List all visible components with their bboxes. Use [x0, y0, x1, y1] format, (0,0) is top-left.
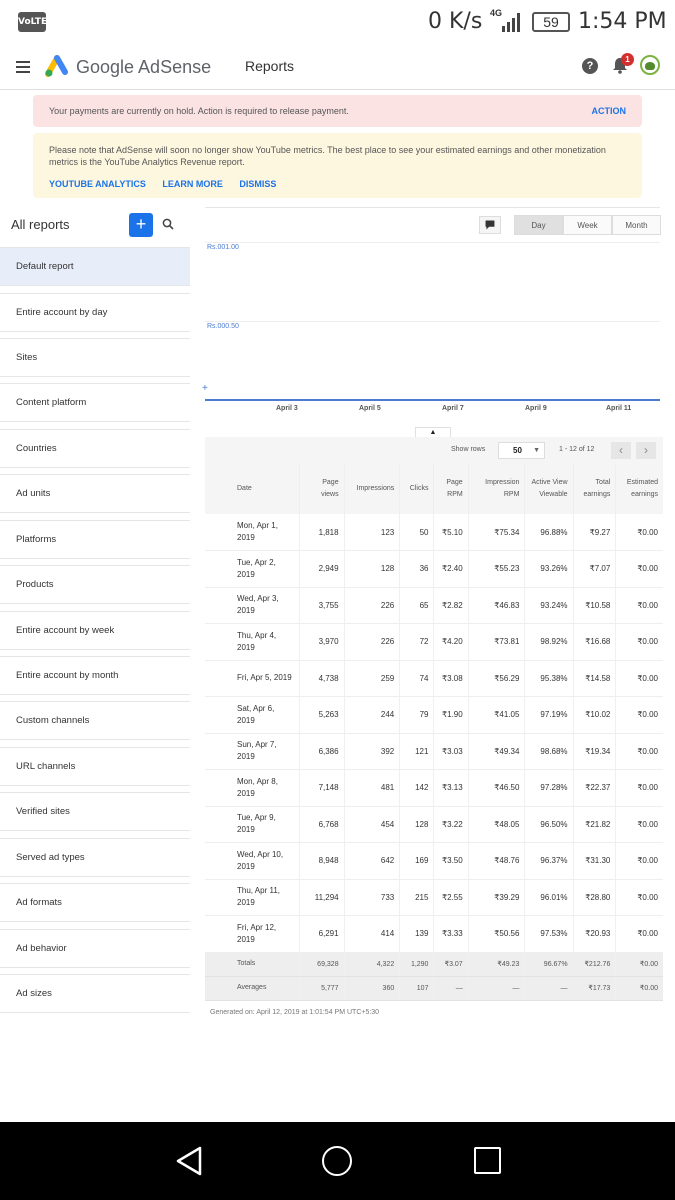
table-row: [205, 879, 663, 916]
earnings-chart: [200, 200, 665, 425]
table-row: [205, 733, 663, 770]
sidebar-item-url-channels[interactable]: [0, 747, 190, 786]
totals-cell: ₹3.07: [434, 952, 468, 976]
table-cell: 142: [400, 770, 434, 807]
sidebar-header: [0, 208, 190, 246]
table-cell: ₹22.37: [573, 770, 616, 807]
column-header[interactable]: Impressions: [344, 464, 400, 514]
table-cell: 8,948: [299, 843, 344, 880]
table-cell: 7,148: [299, 770, 344, 807]
table-cell: ₹16.68: [573, 624, 616, 661]
table-cell: ₹48.76: [468, 843, 525, 880]
youtube-notice-message: Please note that AdSense will soon no longer show YouTube metrics. The best place to see your estimated earnings and other monetization metrics is the YouTube Analytics Revenue report.: [49, 145, 606, 167]
sidebar-item-label: Ad behavior: [16, 943, 67, 954]
date-cell: Thu, Apr 4, 2019: [205, 624, 299, 661]
table-cell: ₹50.56: [468, 916, 525, 953]
y-axis-label: Rs.001.00: [207, 244, 239, 251]
table-cell: 50: [400, 514, 434, 551]
totals-label: Totals: [205, 952, 299, 976]
table-cell: ₹0.00: [616, 551, 663, 588]
sidebar-title: All reports: [11, 217, 70, 232]
table-cell: 97.28%: [525, 770, 573, 807]
totals-cell: 4,322: [344, 952, 400, 976]
column-header[interactable]: Page RPM: [434, 464, 468, 514]
youtube-notice-banner: [33, 133, 642, 198]
table-cell: 5,263: [299, 697, 344, 734]
table-cell: ₹5.10: [434, 514, 468, 551]
averages-cell: —: [468, 976, 525, 1000]
payment-hold-banner: [33, 95, 642, 127]
table-cell: 97.19%: [525, 697, 573, 734]
table-cell: ₹3.50: [434, 843, 468, 880]
table-cell: 226: [344, 587, 400, 624]
table-cell: 139: [400, 916, 434, 953]
chart-gridline: [205, 321, 660, 322]
table-row: [205, 660, 663, 697]
sidebar-item-sites[interactable]: [0, 338, 190, 377]
totals-cell: 69,328: [299, 952, 344, 976]
table-cell: 454: [344, 806, 400, 843]
table-cell: ₹0.00: [616, 806, 663, 843]
table-row: [205, 587, 663, 624]
sidebar-item-served-ad-types[interactable]: [0, 838, 190, 877]
sidebar-item-label: Custom channels: [16, 715, 90, 726]
table-row: [205, 697, 663, 734]
table-row: [205, 916, 663, 953]
column-header[interactable]: Active View Viewable: [525, 464, 573, 514]
totals-cell: 1,290: [400, 952, 434, 976]
date-cell: Wed, Apr 10, 2019: [205, 843, 299, 880]
sidebar-item-ad-formats[interactable]: [0, 883, 190, 922]
chart-gridline: [205, 242, 660, 243]
next-page-button[interactable]: ›: [636, 442, 656, 459]
table-cell: 123: [344, 514, 400, 551]
date-cell: Mon, Apr 8, 2019: [205, 770, 299, 807]
back-icon[interactable]: [174, 1145, 204, 1177]
table-cell: ₹28.80: [573, 879, 616, 916]
y-axis-label: Rs.000.50: [207, 323, 239, 330]
date-cell: Tue, Apr 2, 2019: [205, 551, 299, 588]
table-cell: 6,291: [299, 916, 344, 953]
table-cell: 74: [400, 660, 434, 697]
earnings-line: [205, 399, 660, 401]
date-cell: Tue, Apr 9, 2019: [205, 806, 299, 843]
payment-hold-message: Your payments are currently on hold. Action is required to release payment.: [49, 106, 349, 116]
table-cell: ₹41.05: [468, 697, 525, 734]
learn-more-link[interactable]: LEARN MORE: [162, 179, 223, 189]
previous-page-button[interactable]: ‹: [611, 442, 631, 459]
column-header[interactable]: Date: [205, 464, 299, 514]
zoom-plus-icon[interactable]: +: [202, 383, 208, 394]
clock: 1:54 PM: [578, 9, 667, 34]
x-axis-tick: April 7: [442, 405, 464, 412]
youtube-analytics-link[interactable]: YOUTUBE ANALYTICS: [49, 179, 146, 189]
table-row: [205, 514, 663, 551]
column-header[interactable]: Clicks: [400, 464, 434, 514]
table-cell: ₹21.82: [573, 806, 616, 843]
table-cell: ₹0.00: [616, 733, 663, 770]
table-cell: ₹55.23: [468, 551, 525, 588]
table-cell: 96.37%: [525, 843, 573, 880]
sidebar-item-products[interactable]: [0, 565, 190, 604]
date-cell: Fri, Apr 5, 2019: [205, 660, 299, 697]
table-cell: 98.92%: [525, 624, 573, 661]
sidebar-item-countries[interactable]: [0, 429, 190, 468]
table-cell: 72: [400, 624, 434, 661]
averages-label: Averages: [205, 976, 299, 1000]
signal-icon: [500, 12, 524, 32]
table-cell: ₹0.00: [616, 843, 663, 880]
table-cell: ₹0.00: [616, 916, 663, 953]
collapse-chart-button[interactable]: ▲: [415, 427, 451, 438]
sidebar-item-label: Products: [16, 579, 54, 590]
table-cell: 97.53%: [525, 916, 573, 953]
table-cell: 128: [400, 806, 434, 843]
table-cell: 1,818: [299, 514, 344, 551]
table-cell: 3,970: [299, 624, 344, 661]
averages-cell: 360: [344, 976, 400, 1000]
table-row: [205, 551, 663, 588]
table-cell: ₹3.08: [434, 660, 468, 697]
battery-icon: 59: [532, 12, 570, 32]
table-cell: ₹1.90: [434, 697, 468, 734]
table-cell: 642: [344, 843, 400, 880]
table-cell: 65: [400, 587, 434, 624]
table-cell: 4,738: [299, 660, 344, 697]
table-cell: ₹19.34: [573, 733, 616, 770]
table-cell: 98.68%: [525, 733, 573, 770]
column-header[interactable]: Impression RPM: [468, 464, 525, 514]
sidebar-item-label: Default report: [16, 261, 74, 272]
notification-badge: 1: [621, 53, 634, 66]
table-cell: ₹2.55: [434, 879, 468, 916]
date-cell: Sat, Apr 6, 2019: [205, 697, 299, 734]
network-speed: 0 K/s: [428, 9, 483, 34]
status-bar: [0, 0, 675, 44]
table-cell: 244: [344, 697, 400, 734]
table-cell: 95.38%: [525, 660, 573, 697]
table-cell: ₹49.34: [468, 733, 525, 770]
table-cell: 96.88%: [525, 514, 573, 551]
x-axis-tick: April 9: [525, 405, 547, 412]
system-navigation-bar: [0, 1122, 675, 1200]
table-cell: ₹56.29: [468, 660, 525, 697]
table-cell: 128: [344, 551, 400, 588]
totals-cell: 96.67%: [525, 952, 573, 976]
table-cell: 3,755: [299, 587, 344, 624]
table-cell: 392: [344, 733, 400, 770]
sidebar-item-label: Entire account by month: [16, 670, 119, 681]
rows-per-page-value: 50: [513, 446, 522, 455]
table-controls: [205, 437, 663, 464]
sidebar-item-platforms[interactable]: [0, 520, 190, 559]
annotation-icon[interactable]: [479, 216, 501, 234]
table-cell: ₹0.00: [616, 697, 663, 734]
table-cell: 96.50%: [525, 806, 573, 843]
search-icon[interactable]: [162, 218, 174, 230]
show-rows-label: Show rows: [451, 446, 486, 453]
table-cell: ₹20.93: [573, 916, 616, 953]
table-cell: ₹3.33: [434, 916, 468, 953]
date-cell: Wed, Apr 3, 2019: [205, 587, 299, 624]
table-cell: 93.24%: [525, 587, 573, 624]
sidebar-item-entire-account-by-day[interactable]: [0, 293, 190, 332]
table-row: [205, 770, 663, 807]
payment-action-button[interactable]: ACTION: [591, 106, 626, 116]
table-cell: ₹2.82: [434, 587, 468, 624]
sidebar-item-label: Countries: [16, 443, 57, 454]
x-axis-tick: April 3: [276, 405, 298, 412]
x-axis-tick: April 5: [359, 405, 381, 412]
table-cell: 733: [344, 879, 400, 916]
table-row: [205, 624, 663, 661]
totals-cell: ₹49.23: [468, 952, 525, 976]
table-cell: ₹9.27: [573, 514, 616, 551]
recent-apps-icon[interactable]: [474, 1147, 501, 1174]
pagination-info: 1 - 12 of 12: [559, 446, 595, 453]
sidebar-item-label: Entire account by week: [16, 625, 115, 636]
sidebar-item-label: Content platform: [16, 397, 87, 408]
sidebar-item-label: Platforms: [16, 534, 57, 545]
sidebar-item-entire-account-by-month[interactable]: [0, 656, 190, 695]
report-table: [205, 464, 663, 1001]
reports-sidebar: [0, 208, 190, 1020]
sidebar-item-label: Ad formats: [16, 897, 62, 908]
table-cell: 414: [344, 916, 400, 953]
app-header: [0, 44, 675, 90]
sidebar-item-label: Ad sizes: [16, 988, 52, 999]
add-report-button[interactable]: +: [129, 213, 153, 237]
avatar[interactable]: [640, 55, 660, 75]
table-cell: ₹46.50: [468, 770, 525, 807]
granularity-month-button[interactable]: Month: [612, 215, 661, 235]
table-cell: ₹3.13: [434, 770, 468, 807]
sidebar-item-ad-behavior[interactable]: [0, 929, 190, 968]
sidebar-item-label: Served ad types: [16, 852, 85, 863]
page-title: Reports: [245, 58, 295, 74]
table-cell: ₹10.58: [573, 587, 616, 624]
averages-cell: 107: [400, 976, 434, 1000]
table-cell: ₹0.00: [616, 587, 663, 624]
brand-name: Google AdSense: [76, 57, 212, 77]
rows-per-page-select[interactable]: [498, 442, 545, 459]
table-cell: 96.01%: [525, 879, 573, 916]
date-cell: Thu, Apr 11, 2019: [205, 879, 299, 916]
table-cell: ₹14.58: [573, 660, 616, 697]
table-cell: ₹3.22: [434, 806, 468, 843]
x-axis-tick: April 11: [606, 405, 632, 412]
table-cell: ₹3.03: [434, 733, 468, 770]
sidebar-item-label: Entire account by day: [16, 307, 108, 318]
table-cell: ₹0.00: [616, 514, 663, 551]
table-cell: 6,768: [299, 806, 344, 843]
chart-tab-strip: [205, 200, 660, 208]
sidebar-item-label: Ad units: [16, 488, 51, 499]
table-cell: ₹7.07: [573, 551, 616, 588]
averages-cell: ₹17.73: [573, 976, 616, 1000]
sidebar-item-content-platform[interactable]: [0, 383, 190, 422]
sidebar-item-label: Verified sites: [16, 806, 70, 817]
table-cell: 2,949: [299, 551, 344, 588]
averages-cell: ₹0.00: [616, 976, 663, 1000]
table-cell: 93.26%: [525, 551, 573, 588]
sidebar-item-custom-channels[interactable]: [0, 701, 190, 740]
table-cell: ₹46.83: [468, 587, 525, 624]
table-cell: ₹48.05: [468, 806, 525, 843]
averages-cell: —: [525, 976, 573, 1000]
table-cell: ₹0.00: [616, 660, 663, 697]
table-cell: ₹0.00: [616, 879, 663, 916]
table-cell: ₹31.30: [573, 843, 616, 880]
table-cell: 215: [400, 879, 434, 916]
granularity-day-button[interactable]: Day: [514, 215, 563, 235]
network-type: 4G: [490, 8, 503, 18]
volte-icon: VoLTE: [18, 12, 46, 32]
sidebar-item-entire-account-by-week[interactable]: [0, 611, 190, 650]
table-row: [205, 843, 663, 880]
averages-cell: —: [434, 976, 468, 1000]
table-cell: 79: [400, 697, 434, 734]
column-header[interactable]: Page views: [299, 464, 344, 514]
sidebar-item-verified-sites[interactable]: [0, 792, 190, 831]
date-cell: Sun, Apr 7, 2019: [205, 733, 299, 770]
adsense-logo-icon: [44, 54, 70, 78]
table-cell: 6,386: [299, 733, 344, 770]
sidebar-item-default-report[interactable]: [0, 247, 190, 286]
table-row: [205, 806, 663, 843]
table-cell: 121: [400, 733, 434, 770]
table-cell: ₹73.81: [468, 624, 525, 661]
table-cell: 36: [400, 551, 434, 588]
table-cell: 481: [344, 770, 400, 807]
table-cell: ₹2.40: [434, 551, 468, 588]
table-cell: ₹0.00: [616, 624, 663, 661]
table-cell: 259: [344, 660, 400, 697]
column-header[interactable]: Total earnings: [573, 464, 616, 514]
date-cell: Mon, Apr 1, 2019: [205, 514, 299, 551]
chevron-down-icon: ▼: [533, 447, 540, 454]
sidebar-item-label: Sites: [16, 352, 38, 363]
totals-row: [205, 952, 663, 976]
help-icon[interactable]: ?: [582, 58, 598, 74]
table-cell: ₹10.02: [573, 697, 616, 734]
table-cell: ₹4.20: [434, 624, 468, 661]
column-header[interactable]: Estimated earnings: [616, 464, 663, 514]
generated-timestamp: Generated on: April 12, 2019 at 1:01:54 PM UTC+5:30: [210, 1009, 380, 1016]
sidebar-item-ad-sizes[interactable]: [0, 974, 190, 1013]
sidebar-item-label: URL channels: [16, 761, 76, 772]
table-cell: ₹0.00: [616, 770, 663, 807]
table-cell: 226: [344, 624, 400, 661]
table-cell: ₹39.29: [468, 879, 525, 916]
table-cell: 11,294: [299, 879, 344, 916]
dismiss-link[interactable]: DISMISS: [239, 179, 277, 189]
granularity-week-button[interactable]: Week: [563, 215, 612, 235]
menu-icon[interactable]: [16, 61, 30, 73]
table-cell: 169: [400, 843, 434, 880]
averages-cell: 5,777: [299, 976, 344, 1000]
sidebar-item-ad-units[interactable]: [0, 474, 190, 513]
totals-cell: ₹212.76: [573, 952, 616, 976]
averages-row: [205, 976, 663, 1000]
home-icon[interactable]: [322, 1146, 352, 1176]
totals-cell: ₹0.00: [616, 952, 663, 976]
table-cell: ₹75.34: [468, 514, 525, 551]
date-cell: Fri, Apr 12, 2019: [205, 916, 299, 953]
